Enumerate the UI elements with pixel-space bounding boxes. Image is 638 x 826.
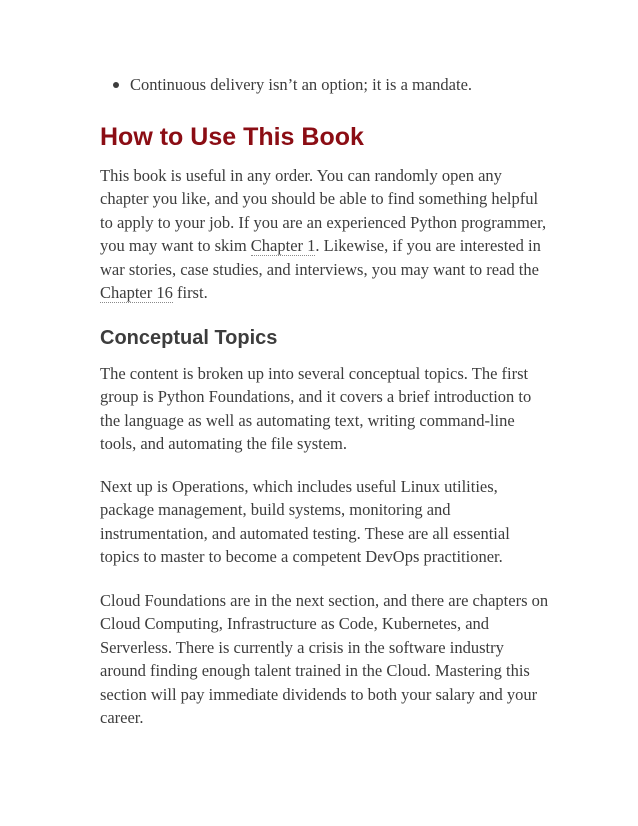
- bullet-list: [130, 73, 550, 96]
- intro-text-1: This book is useful in any order. You can randomly open any chapter you like, and you should be able to find something helpful to apply to your job. If you are an experienced Python programmer, you may want to skim: [100, 166, 547, 256]
- subsection-heading: Conceptual Topics: [100, 327, 278, 349]
- section-heading: How to Use This Book: [100, 123, 364, 151]
- bullet-dot-icon: [113, 82, 119, 88]
- intro-text-3: first.: [172, 283, 208, 303]
- paragraph-operations: Next up is Operations, which includes useful Linux utilities, package management, build systems, monitoring and instrumentation, and automated testing. These are all essential topics to master to become a competent DevOps practitioner.: [100, 477, 510, 567]
- chapter-16-link[interactable]: Chapter 16: [100, 283, 173, 303]
- intro-text-2: . Likewise, if you are interested in war stories, case studies, and interviews, you may want to read the: [100, 236, 541, 279]
- paragraph-python-foundations: The content is broken up into several conceptual topics. The first group is Python Foundations, and it covers a brief introduction to the language as well as automating text, writing command-line tools, and automating the file system.: [100, 364, 532, 454]
- intro-paragraph: [100, 164, 550, 304]
- paragraph-cloud-foundations: Cloud Foundations are in the next section, and there are chapters on Cloud Computing, Infrastructure as Code, Kubernetes, and Serverless. There is currently a crisis in the software industry around finding enough talent trained in the Cloud. Mastering this section will pay immediate dividends to both your salary and your career.: [100, 591, 549, 728]
- list-item-text: Continuous delivery isn’t an option; it is a mandate.: [130, 75, 473, 94]
- chapter-1-link[interactable]: Chapter 1: [250, 236, 316, 256]
- list-item: [130, 73, 550, 96]
